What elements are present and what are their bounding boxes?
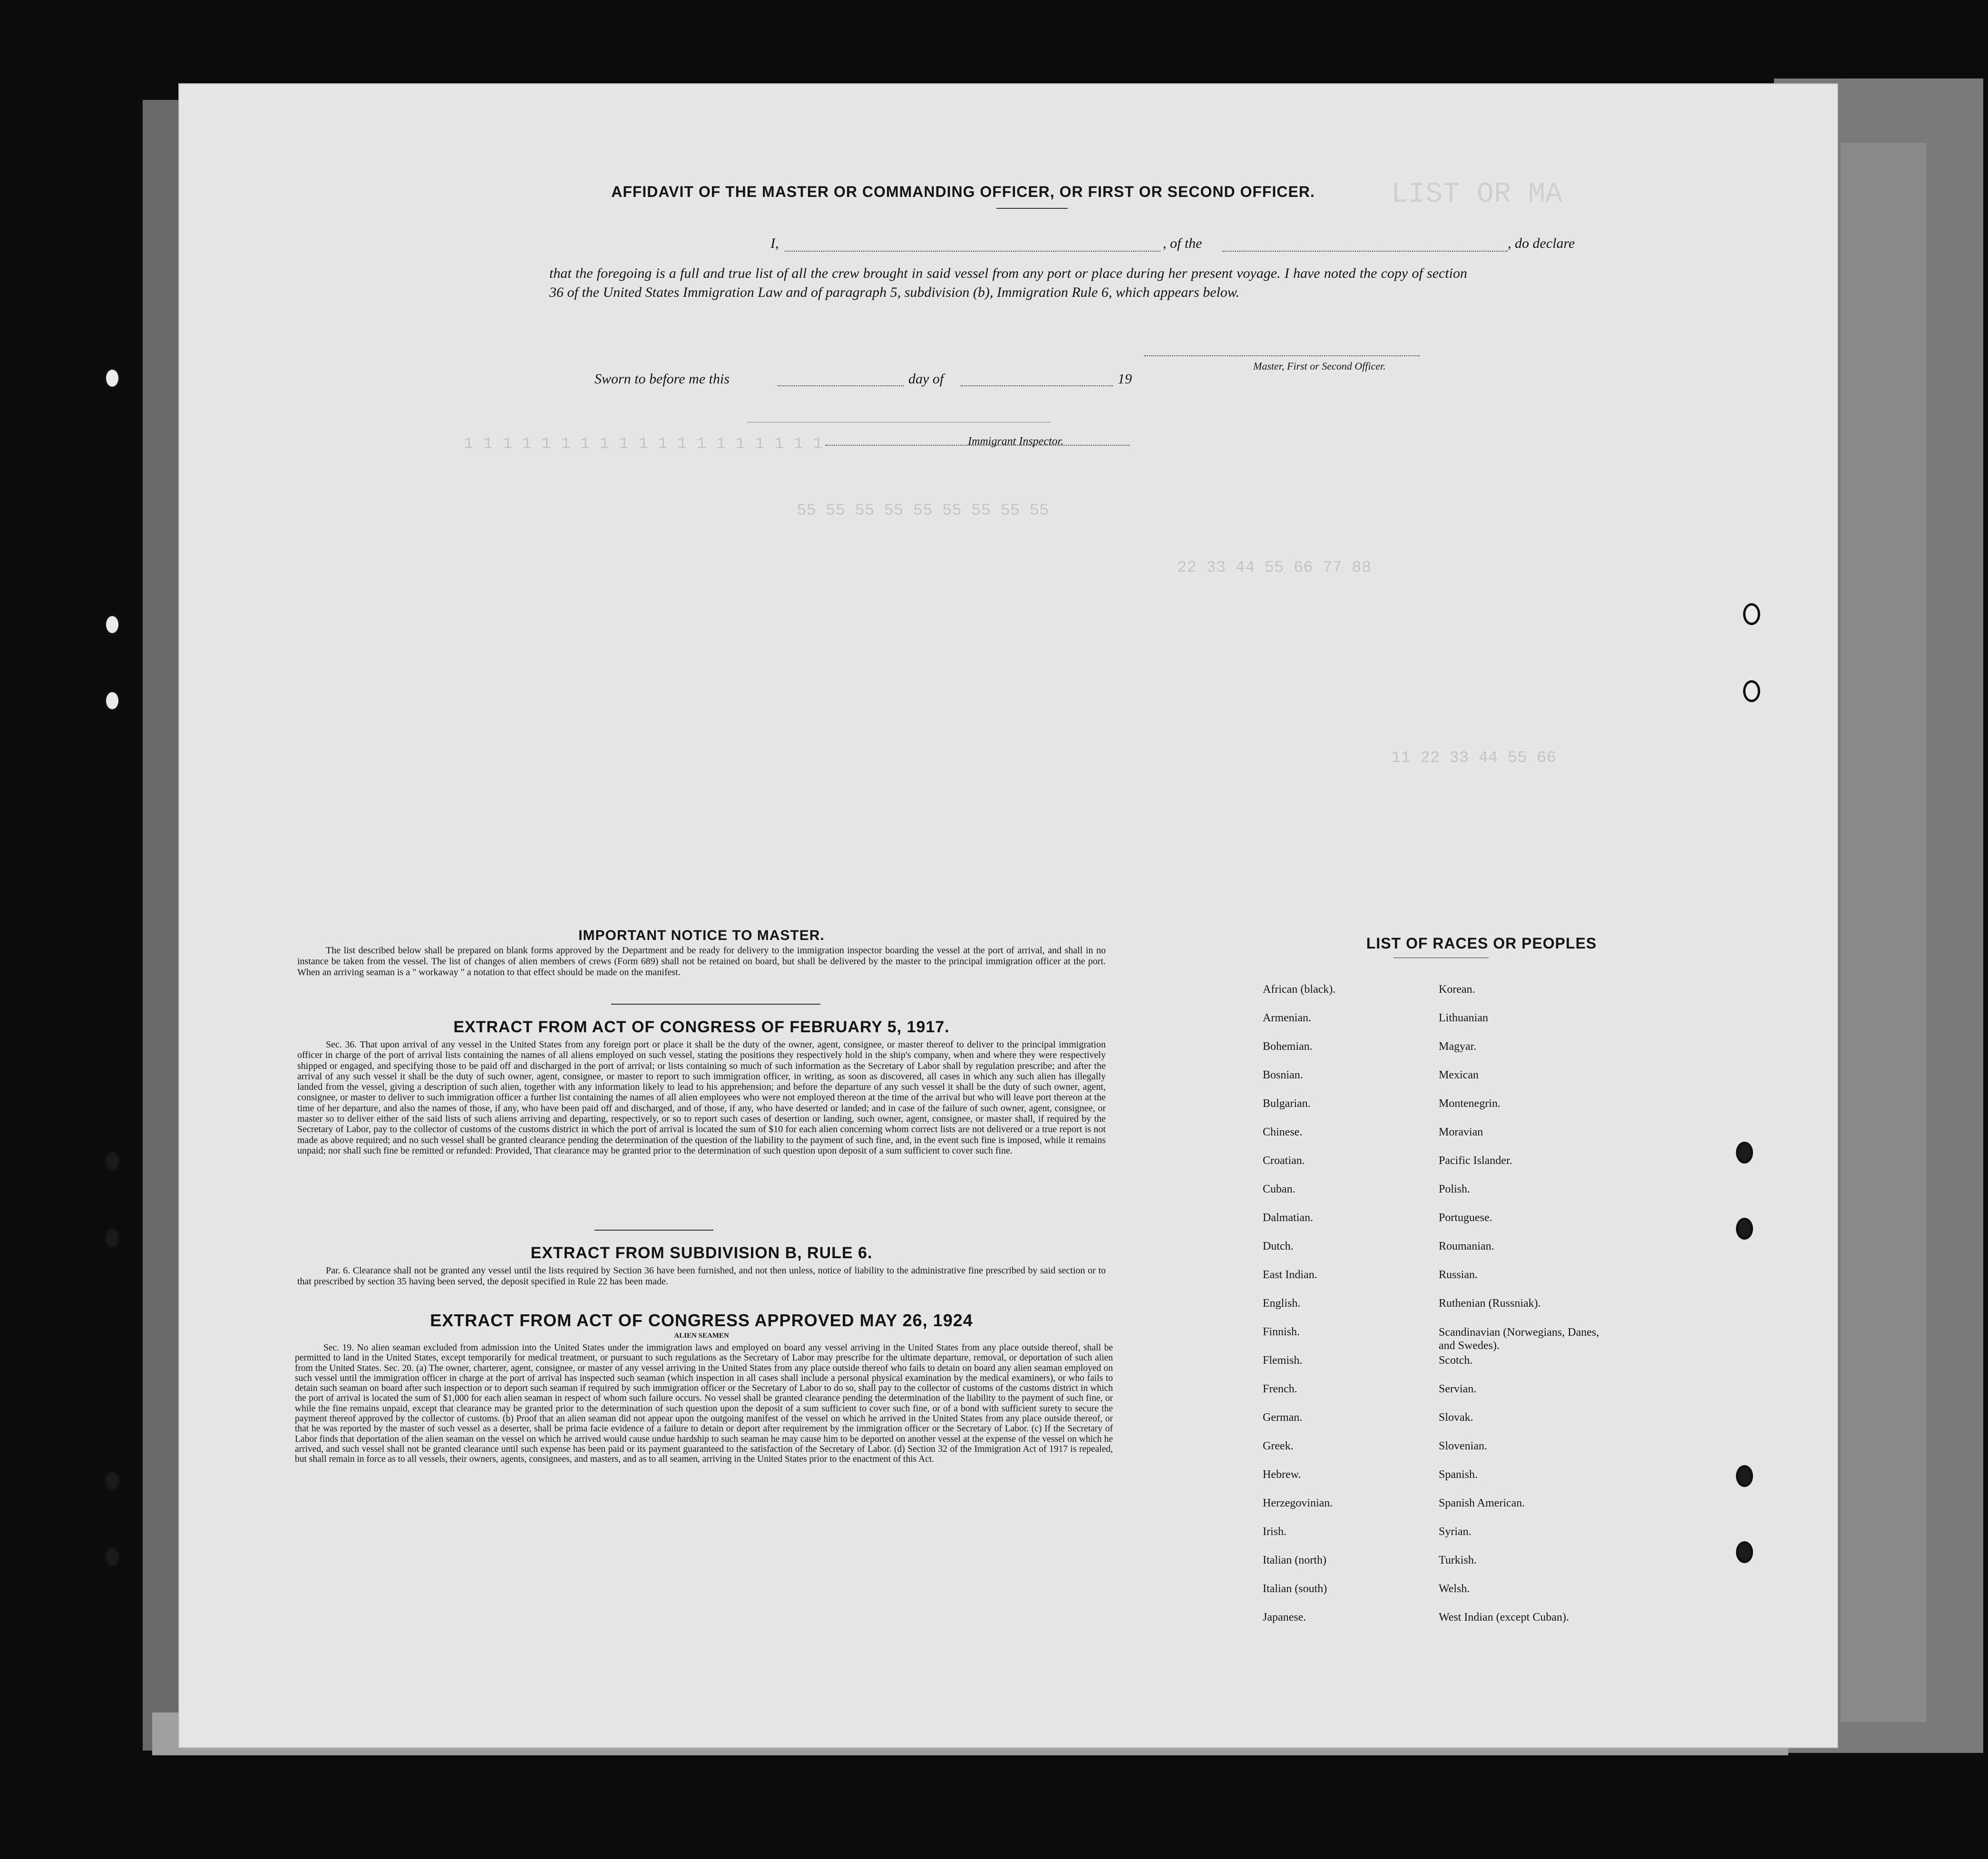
declaration-suffix: , do declare bbox=[1508, 235, 1575, 251]
sworn-day-blank[interactable] bbox=[778, 385, 904, 386]
race-left-item: Finnish. bbox=[1263, 1326, 1300, 1338]
race-right-item: Polish. bbox=[1439, 1183, 1471, 1195]
race-left-item: Croatian. bbox=[1263, 1155, 1305, 1167]
bleed-through-texture: 1 1 1 1 1 1 1 1 1 1 1 1 1 1 1 1 1 1 1 bbox=[464, 435, 823, 453]
bleed-through-texture: 11 22 33 44 55 66 bbox=[1391, 749, 1556, 767]
race-right-item: Moravian bbox=[1439, 1126, 1483, 1138]
signature-blank[interactable] bbox=[1144, 355, 1420, 356]
race-left-item: German. bbox=[1263, 1411, 1303, 1424]
race-right-item: Syrian. bbox=[1439, 1526, 1472, 1538]
race-left-item: Herzegovinian. bbox=[1263, 1497, 1333, 1509]
binding-hole bbox=[104, 614, 121, 636]
extract-1924-title: EXTRACT FROM ACT OF CONGRESS APPROVED MAY 26, 1924 bbox=[430, 1311, 973, 1330]
sworn-prefix: Sworn to before me this bbox=[594, 371, 730, 387]
binding-hole bbox=[1743, 603, 1760, 625]
race-right-item: West Indian (except Cuban). bbox=[1439, 1611, 1569, 1624]
inspector-label: Immigrant Inspector. bbox=[968, 435, 1064, 448]
binding-hole bbox=[1736, 1142, 1753, 1164]
name-blank[interactable] bbox=[785, 251, 1160, 252]
sworn-month-blank[interactable] bbox=[961, 385, 1113, 386]
declaration-mid: , of the bbox=[1163, 235, 1202, 251]
affidavit-body: that the foregoing is a full and true list of all the crew brought in said vessel from any port or place during her present voyage. I have noted the copy of section 36 of the United States Immigration Law and of paragraph 5, subdivision (b), Immigration Rule 6, which appears below. bbox=[549, 265, 1467, 300]
sworn-line bbox=[594, 371, 1308, 390]
race-left-item: Hebrew. bbox=[1263, 1468, 1301, 1481]
declaration-prefix: I, bbox=[770, 235, 779, 251]
race-right-item: Spanish. bbox=[1439, 1468, 1478, 1481]
binding-hole bbox=[104, 367, 121, 389]
race-left-item: Cuban. bbox=[1263, 1183, 1296, 1195]
race-left-item: Japanese. bbox=[1263, 1611, 1306, 1624]
binding-hole bbox=[1736, 1218, 1753, 1240]
notice-body: The list described below shall be prepared on blank forms approved by the Department and be ready for delivery to the immigration inspector boarding the vessel at the port of arrival, and shall in no instance be taken from the vessel. The list of changes of alien members of crews (Form 689) shall not be retained on board, but shall be delivered by the master to the principal immigration officer at the port. When an arriving seaman is a " workaway " a notation to that effect should be made on the manifest. bbox=[297, 945, 1106, 978]
race-left-item: Flemish. bbox=[1263, 1354, 1303, 1367]
race-right-item: Welsh. bbox=[1439, 1583, 1470, 1595]
binding-hole bbox=[104, 1227, 121, 1249]
affidavit-title: AFFIDAVIT OF THE MASTER OR COMMANDING OFFICER, OR FIRST OR SECOND OFFICER. bbox=[611, 183, 1315, 200]
race-left-item: Irish. bbox=[1263, 1526, 1286, 1538]
subdivision-body: Par. 6. Clearance shall not be granted any vessel until the lists required by Section 36 have been furnished, and not then unless, notice of liability to the administrative fine prescribed by said section or to that prescribed by section 35 having been served, the deposit specified in Rule 22 has been made. bbox=[297, 1265, 1106, 1287]
race-left-item: Dutch. bbox=[1263, 1240, 1294, 1252]
bleed-through-texture: LIST OR MA bbox=[1391, 178, 1563, 211]
race-right-item: Scotch. bbox=[1439, 1354, 1473, 1367]
extract-1924-body: Sec. 19. No alien seaman excluded from admission into the United States under the immigration laws and employed on board any vessel arriving in the United States from any place outside thereof, shall be permitted to land in the United States, except temporarily for medical treatment, or pursuant to such regulations as the Secretary of Labor may prescribe for the ultimate departure, removal, or deportation of such alien from the United States. Sec. 20. (a) The owner, charterer, agent, consignee, or master of any vessel arriving in the United States from any place outside thereof who fails to detain on board any alien seaman employed on such vessel until the immigration officer in charge at the port of arrival has inspected such seaman (which inspection in all cases shall include a personal physical examination by the medical examiners), or who fails to detain such seaman on board after such inspection or to deport such seaman if required by such immigration officer or the Secretary of Labor to do so, shall pay to the collector of customs of the customs district in which the port of arrival is located the sum of $1,000 for each alien seaman in respect of whom such failure occurs. No vessel shall be granted clearance pending the determination of the liability to the payment of such fine, or while the fine remains unpaid, except that clearance may be granted prior to the determination of such question upon the deposit of a sum sufficient to cover such fine, or of a bond with sufficient surety to secure the payment thereof approved by the collector of customs. (b) Proof that an alien seaman did not appear upon the outgoing manifest of the vessel on which he arrived in the United States from any place outside thereof, or that he was reported by the master of such vessel as a deserter, shall be prima facie evidence of a failure to detain or deport after requirement by the immigration officer or the Secretary of Labor. (c) If the Secretary of Labor finds that deportation of the alien seaman on the vessel on which he arrived would cause undue hardship to such seaman he may cause him to be deported on another vessel at the expense of the vessel on which he arrived, and such vessel shall not be granted clearance until such expense has been paid or its payment guaranteed to the satisfaction of the Secretary of Labor. (d) Section 32 of the Immigration Act of 1917 is repealed, but shall remain in force as to all vessels, their owners, agents, consignees, and masters, and as to all seamen, arriving in the United States prior to the enactment of this Act. bbox=[295, 1343, 1113, 1465]
race-left-item: English. bbox=[1263, 1297, 1301, 1310]
race-right-item: Roumanian. bbox=[1439, 1240, 1494, 1252]
declaration-line bbox=[594, 235, 1641, 254]
binding-hole bbox=[1736, 1541, 1753, 1563]
race-left-item: Bosnian. bbox=[1263, 1069, 1303, 1081]
race-left-item: Bohemian. bbox=[1263, 1040, 1313, 1053]
section-divider bbox=[611, 1004, 820, 1005]
signature-label: Master, First or Second Officer. bbox=[1253, 360, 1386, 372]
race-right-item: Montenegrin. bbox=[1439, 1097, 1501, 1110]
extract-1917-body: Sec. 36. That upon arrival of any vessel in the United States from any foreign port or place it shall be the duty of the owner, agent, consignee, or master thereof to deliver to the principal immigration officer in charge of the port of arrival lists containing the names of all aliens employed on such vessel, stating the positions they respectively hold in the ship's company, when and where they were respectively shipped or engaged, and specifying those to be paid off and discharged in the port of arrival; or lists containing so much of such information as the Secretary of Labor shall by regulation prescribe; and after the arrival of any such vessel it shall be the duty of such owner, agent, consignee, or master to report to such immigration officer, in writing, as soon as discovered, all cases in which any such alien has illegally landed from the vessel, giving a description of such alien, together with any information likely to lead to his apprehension; and before the departure of any such vessel it shall be the duty of such owner, agent, consignee, or master to deliver to such immigration officer a further list containing the names of all alien employees who were not employed thereon at the time of the arrival but who will leave port thereon at the time of her departure, and also the names of those, if any, who have been paid off and discharged, and of those, if any, who have deserted or landed; and in case of the failure of such owner, agent, consignee, or master so to deliver either of the said lists of such aliens arriving and departing, respectively, or so to report such cases of desertion or landing, such owner, agent, consignee, or master shall, if required by the Secretary of Labor, pay to the collector of customs of the customs district in which the port of arrival is located the sum of $10 for each alien concerning whom correct lists are not delivered or a true report is not made as above required; and no such vessel shall be granted clearance pending the determination of the question of the liability to the payment of such fine, and, in the event such fine is imposed, while it remains unpaid; nor shall such fine be remitted or refunded: Provided, That clearance may be granted prior to the determination of such question upon deposit of a sum sufficient to cover such fine. bbox=[297, 1039, 1106, 1156]
binding-hole bbox=[1736, 1465, 1753, 1487]
race-right-item: Magyar. bbox=[1439, 1040, 1477, 1053]
vessel-blank[interactable] bbox=[1222, 251, 1508, 252]
race-right-item: Pacific Islander. bbox=[1439, 1155, 1512, 1167]
extract-1924-subtitle: ALIEN SEAMEN bbox=[674, 1332, 729, 1340]
right-sheet-edge-inner bbox=[1841, 143, 1926, 1722]
binding-hole bbox=[104, 1546, 121, 1568]
race-right-item: Lithuanian bbox=[1439, 1012, 1488, 1024]
race-left-item: Italian (north) bbox=[1263, 1554, 1326, 1566]
race-right-item: Portuguese. bbox=[1439, 1212, 1492, 1224]
title-underline bbox=[996, 208, 1068, 209]
race-left-item: Chinese. bbox=[1263, 1126, 1303, 1138]
race-left-item: East Indian. bbox=[1263, 1269, 1317, 1281]
binding-hole bbox=[104, 1470, 121, 1492]
binding-hole bbox=[104, 690, 121, 712]
race-left-item: Armenian. bbox=[1263, 1012, 1311, 1024]
bleed-through-texture: 22 33 44 55 66 77 88 bbox=[1177, 559, 1372, 577]
race-left-item: Greek. bbox=[1263, 1440, 1294, 1452]
race-right-item: Mexican bbox=[1439, 1069, 1479, 1081]
race-right-item: Spanish American. bbox=[1439, 1497, 1525, 1509]
document-page bbox=[178, 83, 1838, 1748]
bleed-through-texture: 55 55 55 55 55 55 55 55 55 bbox=[797, 502, 1049, 520]
race-left-item: African (black). bbox=[1263, 983, 1336, 996]
extract-1917-title: EXTRACT FROM ACT OF CONGRESS OF FEBRUARY 5, 1917. bbox=[453, 1018, 950, 1036]
race-left-item: French. bbox=[1263, 1383, 1297, 1395]
races-title: LIST OF RACES OR PEOPLES bbox=[1366, 935, 1597, 952]
race-left-item: Bulgarian. bbox=[1263, 1097, 1311, 1110]
race-right-item: Servian. bbox=[1439, 1383, 1477, 1395]
section-divider bbox=[594, 1230, 713, 1231]
subdivision-title: EXTRACT FROM SUBDIVISION B, RULE 6. bbox=[530, 1244, 873, 1262]
notice-title: IMPORTANT NOTICE TO MASTER. bbox=[578, 928, 825, 943]
race-right-item: Ruthenian (Russniak). bbox=[1439, 1297, 1541, 1310]
binding-hole bbox=[1743, 680, 1760, 702]
race-right-item: Slovak. bbox=[1439, 1411, 1473, 1424]
race-right-item: Slovenian. bbox=[1439, 1440, 1487, 1452]
sworn-day-label: day of bbox=[908, 371, 944, 387]
race-right-item: Korean. bbox=[1439, 983, 1475, 996]
binding-hole bbox=[104, 1150, 121, 1172]
race-left-item: Dalmatian. bbox=[1263, 1212, 1313, 1224]
sworn-year: 19 bbox=[1118, 371, 1132, 387]
race-left-item: Italian (south) bbox=[1263, 1583, 1327, 1595]
race-right-item: Turkish. bbox=[1439, 1554, 1477, 1566]
race-right-item: Russian. bbox=[1439, 1269, 1478, 1281]
race-right-item: Scandinavian (Norwegians, Danes, and Swedes). bbox=[1439, 1326, 1599, 1352]
